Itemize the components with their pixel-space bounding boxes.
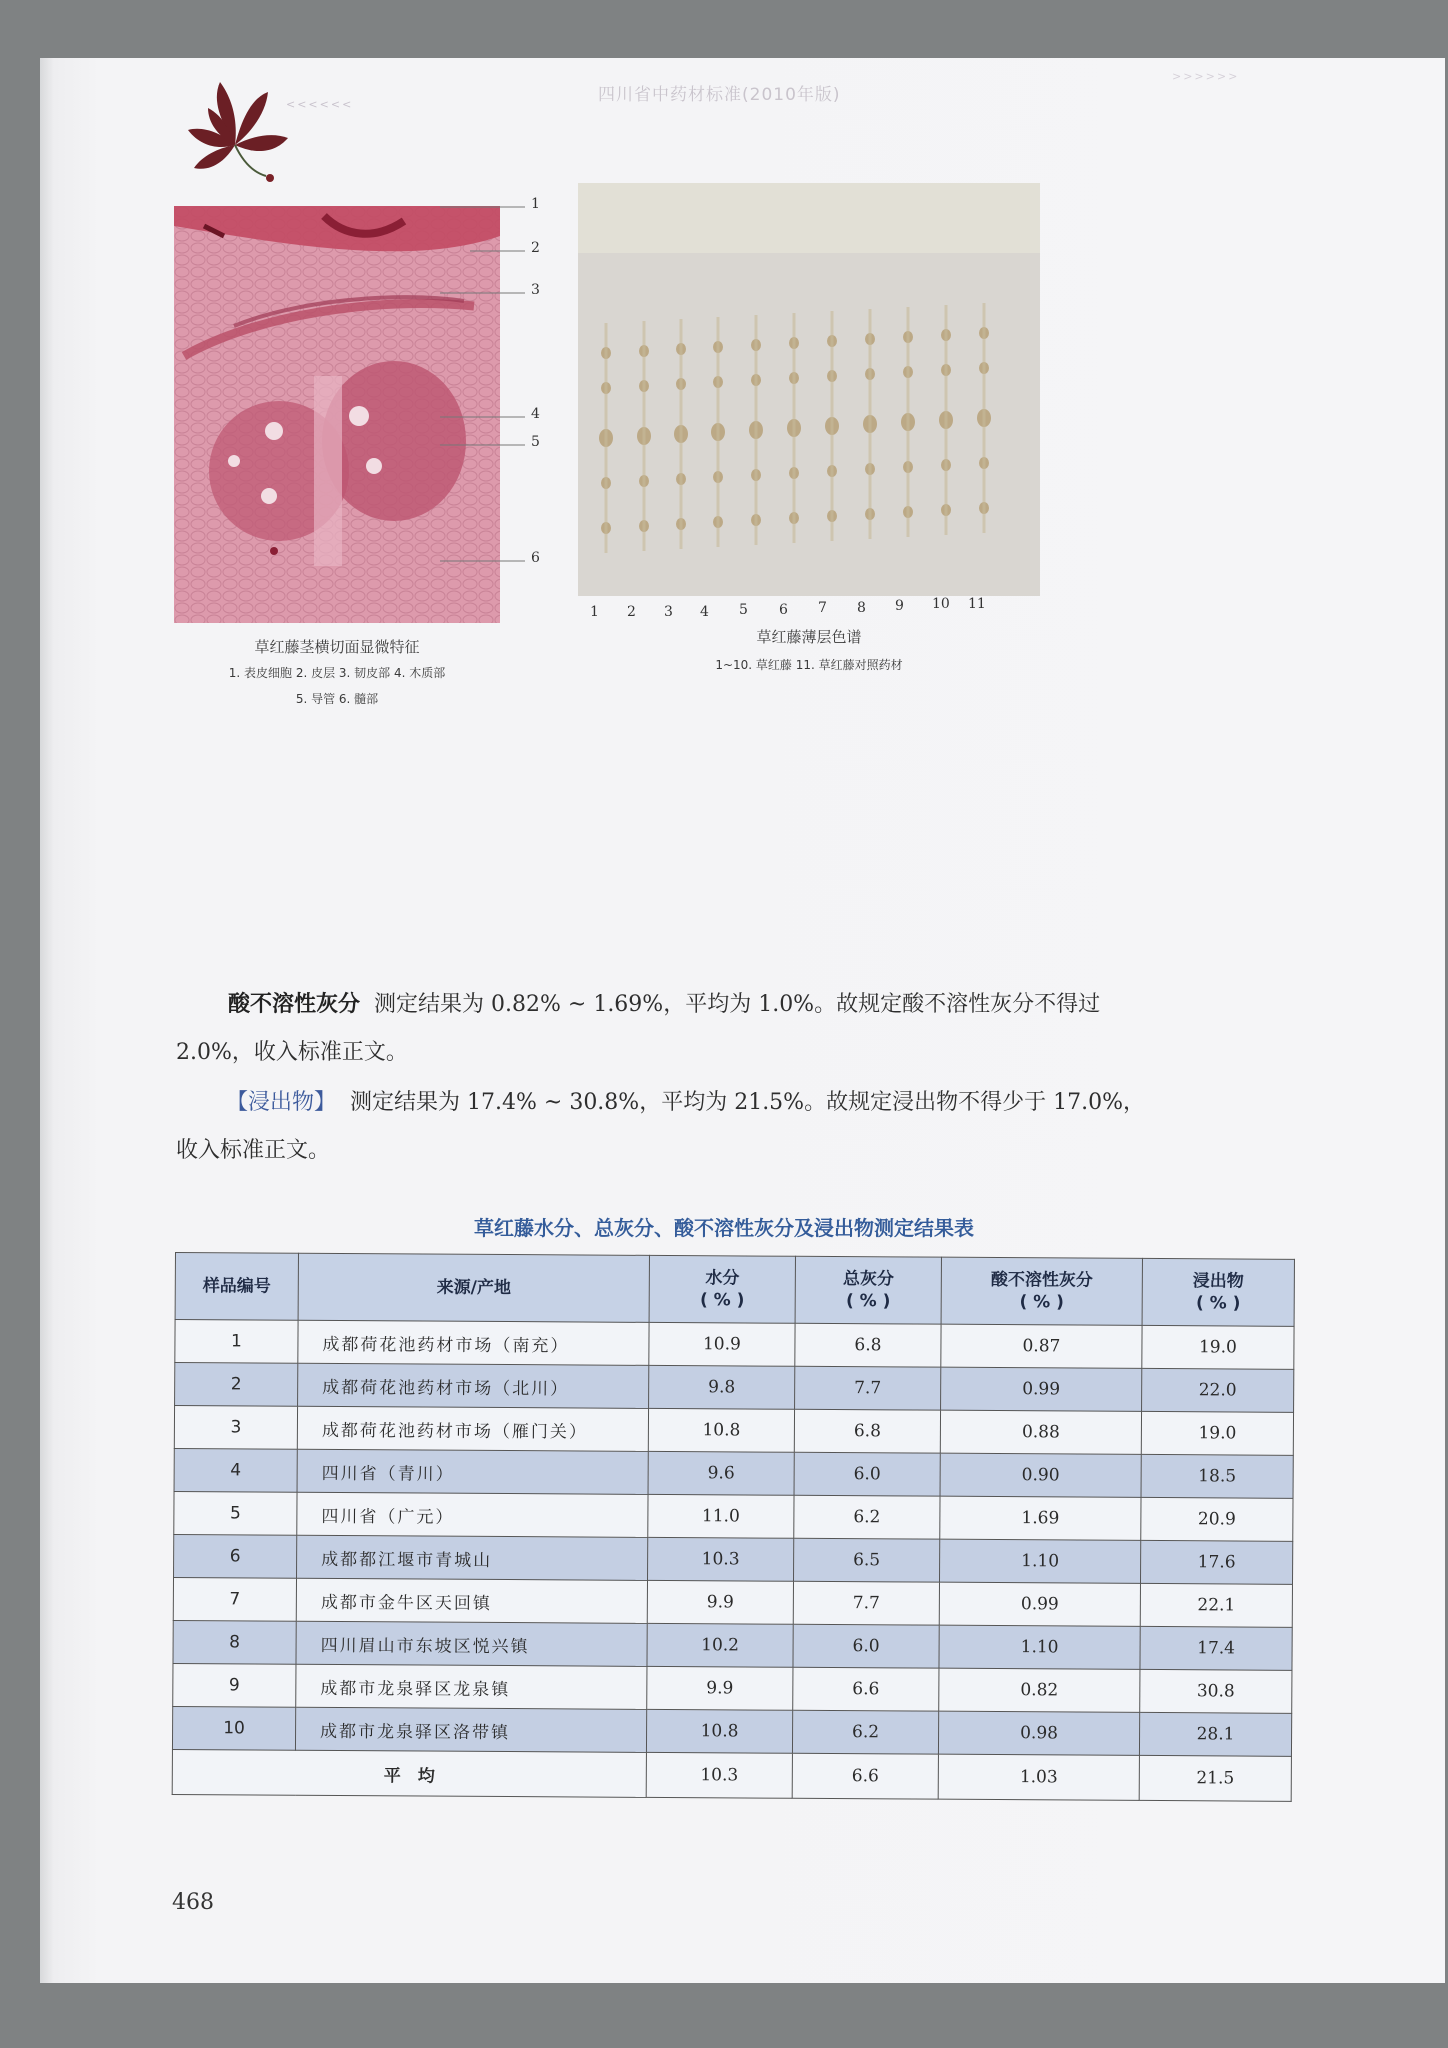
extract-text-line1: 测定结果为 17.4% ~ 30.8%，平均为 21.5%。故规定浸出物不得少于 17.0%， <box>350 1090 1145 1115</box>
callout-3: 3 <box>531 282 540 298</box>
table-row <box>173 1663 1292 1713</box>
row-water-cell: 9.9 <box>647 1580 793 1624</box>
table-average-row <box>172 1749 1291 1801</box>
callout-4: 4 <box>531 406 540 422</box>
row-source-cell: 成都都江堰市青城山 <box>297 1535 648 1580</box>
table-row <box>174 1448 1293 1498</box>
row-id-cell: 4 <box>174 1448 297 1492</box>
row-acid-ash-cell: 0.90 <box>940 1453 1141 1497</box>
row-acid-ash-cell: 0.98 <box>938 1711 1139 1755</box>
header-total-ash-label: 总灰分 <box>842 1269 894 1290</box>
lane-label-4: 4 <box>700 604 709 620</box>
row-source-cell: 四川省（青川） <box>297 1449 648 1494</box>
row-source-cell: 四川眉山市东坡区悦兴镇 <box>296 1621 647 1666</box>
row-extract-cell: 20.9 <box>1141 1497 1293 1541</box>
row-id-cell: 5 <box>174 1491 297 1535</box>
lane-label-2: 2 <box>627 604 636 620</box>
header-acid-ash-unit: ( % ) <box>1019 1292 1064 1313</box>
header-acid-ash <box>941 1257 1142 1325</box>
row-acid-ash-cell: 1.69 <box>940 1496 1141 1540</box>
lane-label-5: 5 <box>739 602 748 618</box>
extract-label: 【浸出物】 <box>226 1090 337 1115</box>
micrograph-legend-line1: 1. 表皮细胞 2. 皮层 3. 韧皮部 4. 木质部 <box>228 666 446 680</box>
callout-5: 5 <box>531 434 540 450</box>
table-row <box>173 1620 1292 1670</box>
row-id-cell: 2 <box>175 1363 298 1407</box>
average-extract-cell: 21.5 <box>1139 1755 1291 1801</box>
row-id-cell: 10 <box>172 1706 295 1750</box>
row-water-cell: 9.6 <box>648 1451 794 1495</box>
row-total-ash-cell: 6.5 <box>794 1538 940 1582</box>
header-id: 样品编号 <box>175 1253 298 1321</box>
row-extract-cell: 22.1 <box>1140 1583 1292 1627</box>
header-source: 来源/产地 <box>298 1253 649 1322</box>
micrograph-legend-line2: 5. 导管 6. 髓部 <box>295 692 379 706</box>
tlc-title: 草红藤薄层色谱 <box>756 628 862 646</box>
row-acid-ash-cell: 1.10 <box>939 1625 1140 1669</box>
acid-ash-text-line2: 2.0%，收入标准正文。 <box>176 1040 408 1065</box>
row-water-cell: 10.8 <box>646 1709 792 1753</box>
row-extract-cell: 28.1 <box>1139 1712 1291 1756</box>
acid-ash-label: 酸不溶性灰分 <box>228 992 361 1017</box>
lane-label-1: 1 <box>590 604 599 620</box>
row-source-cell: 成都荷花池药材市场（北川） <box>298 1363 649 1408</box>
row-water-cell: 10.8 <box>648 1408 794 1452</box>
row-source-cell: 成都市龙泉驿区洛带镇 <box>295 1707 646 1752</box>
row-water-cell: 11.0 <box>648 1494 794 1538</box>
running-title: 四川省中药材标准(2010年版) <box>598 85 841 105</box>
row-acid-ash-cell: 0.99 <box>939 1582 1140 1626</box>
table-title: 草红藤水分、总灰分、酸不溶性灰分及浸出物测定结果表 <box>474 1216 974 1240</box>
row-extract-cell: 17.6 <box>1140 1540 1292 1584</box>
row-id-cell: 9 <box>173 1663 296 1707</box>
row-source-cell: 成都市龙泉驿区龙泉镇 <box>296 1664 647 1709</box>
row-acid-ash-cell: 0.87 <box>941 1324 1142 1368</box>
header-total-ash <box>795 1256 941 1324</box>
row-total-ash-cell: 6.0 <box>793 1624 939 1668</box>
header-left-chevrons: <<<<<< <box>286 98 354 111</box>
row-extract-cell: 18.5 <box>1141 1454 1293 1498</box>
row-acid-ash-cell: 0.88 <box>940 1410 1141 1454</box>
row-source-cell: 成都荷花池药材市场（南充） <box>298 1320 649 1365</box>
row-extract-cell: 22.0 <box>1142 1368 1294 1412</box>
row-water-cell: 9.9 <box>647 1666 793 1710</box>
row-acid-ash-cell: 1.10 <box>939 1539 1140 1583</box>
row-id-cell: 8 <box>173 1620 296 1664</box>
lane-label-3: 3 <box>664 604 673 620</box>
table-row <box>172 1706 1291 1756</box>
acid-ash-paragraph <box>228 986 1100 1024</box>
table-row <box>175 1363 1294 1413</box>
acid-ash-text-line1: 测定结果为 0.82% ~ 1.69%，平均为 1.0%。故规定酸不溶性灰分不得过 <box>374 992 1101 1017</box>
header-acid-ash-label: 酸不溶性灰分 <box>990 1269 1093 1291</box>
row-source-cell: 成都荷花池药材市场（雁门关） <box>297 1406 648 1451</box>
lane-label-6: 6 <box>779 602 788 618</box>
row-id-cell: 1 <box>175 1320 298 1364</box>
row-water-cell: 10.2 <box>647 1623 793 1667</box>
tlc-legend: 1~10. 草红藤 11. 草红藤对照药材 <box>715 658 903 672</box>
row-total-ash-cell: 6.8 <box>795 1323 941 1367</box>
row-acid-ash-cell: 0.82 <box>939 1668 1140 1712</box>
row-water-cell: 10.3 <box>648 1537 794 1581</box>
lane-label-10: 10 <box>932 596 950 612</box>
header-extract <box>1142 1258 1294 1326</box>
callout-lines <box>440 205 550 585</box>
row-total-ash-cell: 6.0 <box>794 1452 940 1496</box>
row-total-ash-cell: 6.8 <box>794 1409 940 1453</box>
tlc-plate-image <box>578 183 1040 596</box>
row-total-ash-cell: 6.6 <box>793 1667 939 1711</box>
table-header-row <box>175 1253 1294 1327</box>
table-row <box>174 1406 1293 1456</box>
lane-label-11: 11 <box>968 596 986 612</box>
callout-2: 2 <box>531 240 540 256</box>
table-row <box>173 1577 1292 1627</box>
callout-1: 1 <box>531 196 540 212</box>
row-id-cell: 6 <box>174 1534 297 1578</box>
row-source-cell: 四川省（广元） <box>297 1492 648 1537</box>
row-total-ash-cell: 7.7 <box>795 1366 941 1410</box>
row-id-cell: 7 <box>173 1577 296 1621</box>
average-acid-ash-cell: 1.03 <box>938 1754 1139 1800</box>
average-label-cell: 平 均 <box>172 1749 646 1797</box>
header-water <box>649 1255 795 1323</box>
header-water-label: 水分 <box>705 1268 740 1289</box>
row-id-cell: 3 <box>174 1406 297 1450</box>
table-row <box>175 1320 1294 1370</box>
results-table <box>172 1252 1295 1802</box>
row-total-ash-cell: 6.2 <box>794 1495 940 1539</box>
average-water-cell: 10.3 <box>646 1752 792 1798</box>
header-extract-label: 浸出物 <box>1192 1271 1244 1292</box>
row-total-ash-cell: 7.7 <box>793 1581 939 1625</box>
row-total-ash-cell: 6.2 <box>792 1710 938 1754</box>
lane-label-9: 9 <box>895 598 904 614</box>
row-water-cell: 9.8 <box>649 1365 795 1409</box>
header-extract-unit: ( % ) <box>1195 1293 1241 1314</box>
row-water-cell: 10.9 <box>649 1322 795 1366</box>
page-number: 468 <box>172 1890 214 1915</box>
row-acid-ash-cell: 0.99 <box>941 1367 1142 1411</box>
lane-label-8: 8 <box>857 600 866 616</box>
row-extract-cell: 17.4 <box>1140 1626 1292 1670</box>
header-right-chevrons: >>>>>> <box>1172 70 1240 83</box>
extract-paragraph <box>226 1084 1145 1122</box>
micrograph-title: 草红藤茎横切面显微特征 <box>254 638 420 656</box>
lane-label-7: 7 <box>818 600 827 616</box>
table-row <box>174 1534 1293 1584</box>
row-source-cell: 成都市金牛区天回镇 <box>296 1578 647 1623</box>
table-row <box>174 1491 1293 1541</box>
row-extract-cell: 30.8 <box>1140 1669 1292 1713</box>
extract-text-line2: 收入标准正文。 <box>176 1138 331 1163</box>
header-water-unit: ( % ) <box>699 1290 745 1311</box>
average-total-ash-cell: 6.6 <box>792 1753 938 1799</box>
row-extract-cell: 19.0 <box>1141 1411 1293 1455</box>
callout-6: 6 <box>531 550 540 566</box>
leaf-logo-icon <box>160 60 310 220</box>
row-extract-cell: 19.0 <box>1142 1325 1294 1369</box>
header-total-ash-unit: ( % ) <box>845 1291 891 1312</box>
